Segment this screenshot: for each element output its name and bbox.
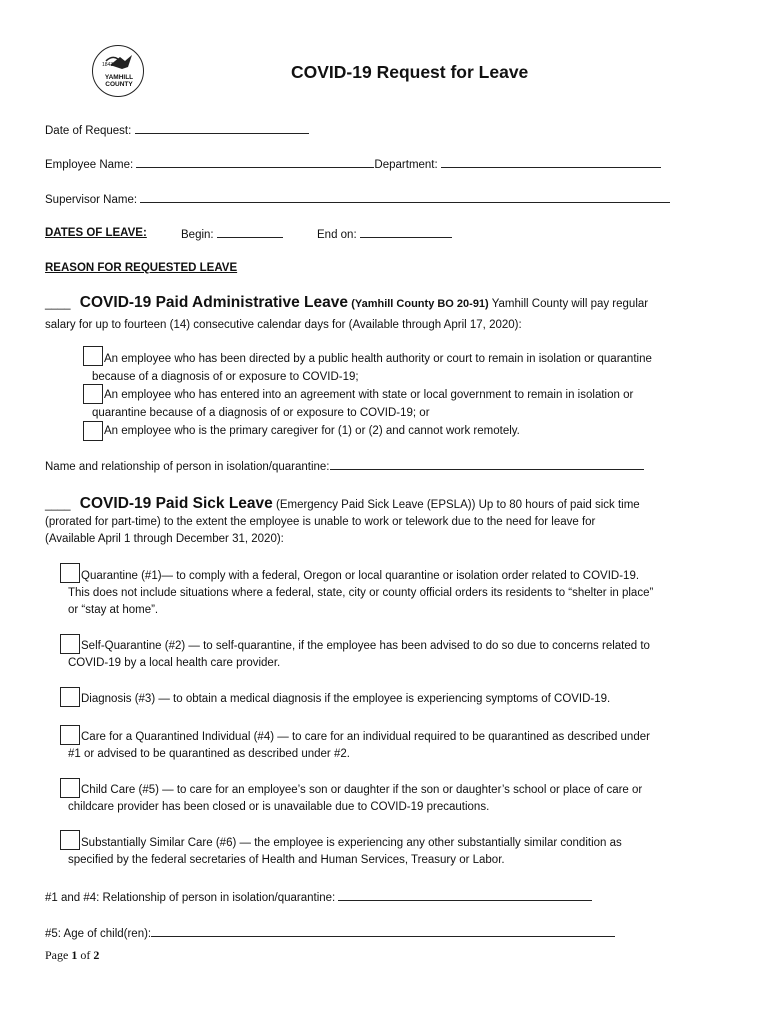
supervisor-name-field[interactable] xyxy=(140,192,670,203)
dates-of-leave-label: DATES OF LEAVE: xyxy=(45,227,147,239)
begin-label: Begin: xyxy=(181,229,214,241)
sick-leave-desc-3: (Available April 1 through December 31, 2020): xyxy=(45,533,284,545)
department-label: Department: xyxy=(374,159,438,171)
employee-name-label: Employee Name: xyxy=(45,159,134,171)
relationship-row xyxy=(45,890,592,904)
sick-leave-title: COVID-19 Paid Sick Leave xyxy=(79,495,273,512)
sick-leave-header xyxy=(45,495,640,513)
sick-option-1-text: Quarantine (#1)— to comply with a federal, Oregon or local quarantine or isolation order related to COVID-19. xyxy=(81,570,640,582)
begin-group xyxy=(181,227,283,241)
dates-row xyxy=(45,227,147,239)
county-logo xyxy=(92,45,144,97)
admin-leave-header xyxy=(45,294,648,312)
child-age-row xyxy=(45,926,615,940)
admin-option-3-checkbox[interactable] xyxy=(83,421,103,441)
sick-option-4-text: Care for a Quarantined Individual (#4) — to care for an individual required to be quarantined as described under xyxy=(81,731,650,743)
sick-option-1-text-2: This does not include situations where a federal, state, city or county official orders its residents to “shelter in place” xyxy=(68,587,654,599)
admin-relationship-label: Name and relationship of person in isolation/quarantine: xyxy=(45,461,330,473)
page-title: COVID-19 Request for Leave xyxy=(291,62,529,82)
page-prefix: Page xyxy=(45,948,69,962)
end-group xyxy=(317,227,452,241)
sick-option-4-checkbox[interactable] xyxy=(60,725,80,745)
sick-option-1-checkbox[interactable] xyxy=(60,563,80,583)
admin-option-1-checkbox[interactable] xyxy=(83,346,103,366)
sick-option-1-text-3: or “stay at home”. xyxy=(68,604,159,616)
admin-leave-desc: Yamhill County will pay regular xyxy=(491,298,649,310)
admin-option-2-text: An employee who has entered into an agreement with state or local government to remain in isolation or xyxy=(104,389,634,401)
sick-leave-blank[interactable]: ____ xyxy=(45,499,71,511)
sick-option-5-text-2: childcare provider has been closed or is unavailable due to COVID-19 precautions. xyxy=(68,801,490,813)
reason-heading: REASON FOR REQUESTED LEAVE xyxy=(45,262,238,274)
admin-relationship-field[interactable] xyxy=(330,459,644,470)
begin-field[interactable] xyxy=(217,227,283,238)
sick-leave-ref: (Emergency Paid Sick Leave (EPSLA)) xyxy=(275,499,476,511)
relationship-label: #1 and #4: Relationship of person in isolation/quarantine: xyxy=(45,892,336,904)
admin-relationship-row xyxy=(45,459,644,473)
admin-leave-desc-2: salary for up to fourteen (14) consecutive calendar days for (Available through April 17, 2020): xyxy=(45,319,522,331)
sick-option-4-text-2: #1 or advised to be quarantined as described under #2. xyxy=(68,748,350,760)
sick-option-5-checkbox[interactable] xyxy=(60,778,80,798)
sick-option-3-checkbox[interactable] xyxy=(60,687,80,707)
logo-text: YAMHILL COUNTY xyxy=(104,74,134,88)
sick-leave-desc-2: (prorated for part-time) to the extent the employee is unable to work or telework due to the need for leave for xyxy=(45,516,596,528)
page-total: 2 xyxy=(93,948,100,962)
sick-option-5-text: Child Care (#5) — to care for an employee’s son or daughter if the son or daughter’s school or place of care or xyxy=(81,784,643,796)
page-number xyxy=(45,948,99,963)
employee-row xyxy=(45,157,661,171)
supervisor-row xyxy=(45,192,670,206)
admin-leave-ref: (Yamhill County BO 20-91) xyxy=(351,298,489,310)
relationship-field[interactable] xyxy=(338,890,592,901)
employee-name-field[interactable] xyxy=(136,157,374,168)
sick-option-2-checkbox[interactable] xyxy=(60,634,80,654)
admin-option-3-text: An employee who is the primary caregiver for (1) or (2) and cannot work remotely. xyxy=(104,425,520,437)
end-on-field[interactable] xyxy=(360,227,452,238)
date-request-label: Date of Request: xyxy=(45,125,132,137)
sick-option-3-text: Diagnosis (#3) — to obtain a medical diagnosis if the employee is experiencing symptoms of COVID-19. xyxy=(81,693,611,705)
sick-leave-desc: Up to 80 hours of paid sick time xyxy=(478,499,640,511)
admin-leave-blank[interactable]: ____ xyxy=(45,298,71,310)
admin-leave-title: COVID-19 Paid Administrative Leave xyxy=(79,294,348,311)
sick-option-6-text: Substantially Similar Care (#6) — the employee is experiencing any other substantially similar condition as xyxy=(81,837,622,849)
page-current: 1 xyxy=(71,948,78,962)
page-of: of xyxy=(80,948,91,962)
admin-option-1-text-2: because of a diagnosis of or exposure to COVID-19; xyxy=(92,371,359,383)
end-on-label: End on: xyxy=(317,229,357,241)
child-age-label: #5: Age of child(ren): xyxy=(45,928,152,940)
sick-option-6-text-2: specified by the federal secretaries of Health and Human Services, Treasury or Labor. xyxy=(68,854,505,866)
eagle-icon xyxy=(92,45,144,97)
date-request-row xyxy=(45,123,309,137)
child-age-field[interactable] xyxy=(151,926,615,937)
department-field[interactable] xyxy=(441,157,661,168)
admin-option-2-text-2: quarantine because of a diagnosis of or exposure to COVID-19; or xyxy=(92,407,430,419)
logo-small-text: 1843 xyxy=(102,62,114,68)
admin-option-1-text: An employee who has been directed by a public health authority or court to remain in isolation or quarantine xyxy=(104,353,652,365)
date-request-field[interactable] xyxy=(135,123,309,134)
admin-option-2-checkbox[interactable] xyxy=(83,384,103,404)
sick-option-6-checkbox[interactable] xyxy=(60,830,80,850)
sick-option-2-text-2: COVID-19 by a local health care provider. xyxy=(68,657,281,669)
supervisor-name-label: Supervisor Name: xyxy=(45,194,138,206)
sick-option-2-text: Self-Quarantine (#2) — to self-quarantine, if the employee has been advised to do so due to concerns related to xyxy=(81,640,650,652)
